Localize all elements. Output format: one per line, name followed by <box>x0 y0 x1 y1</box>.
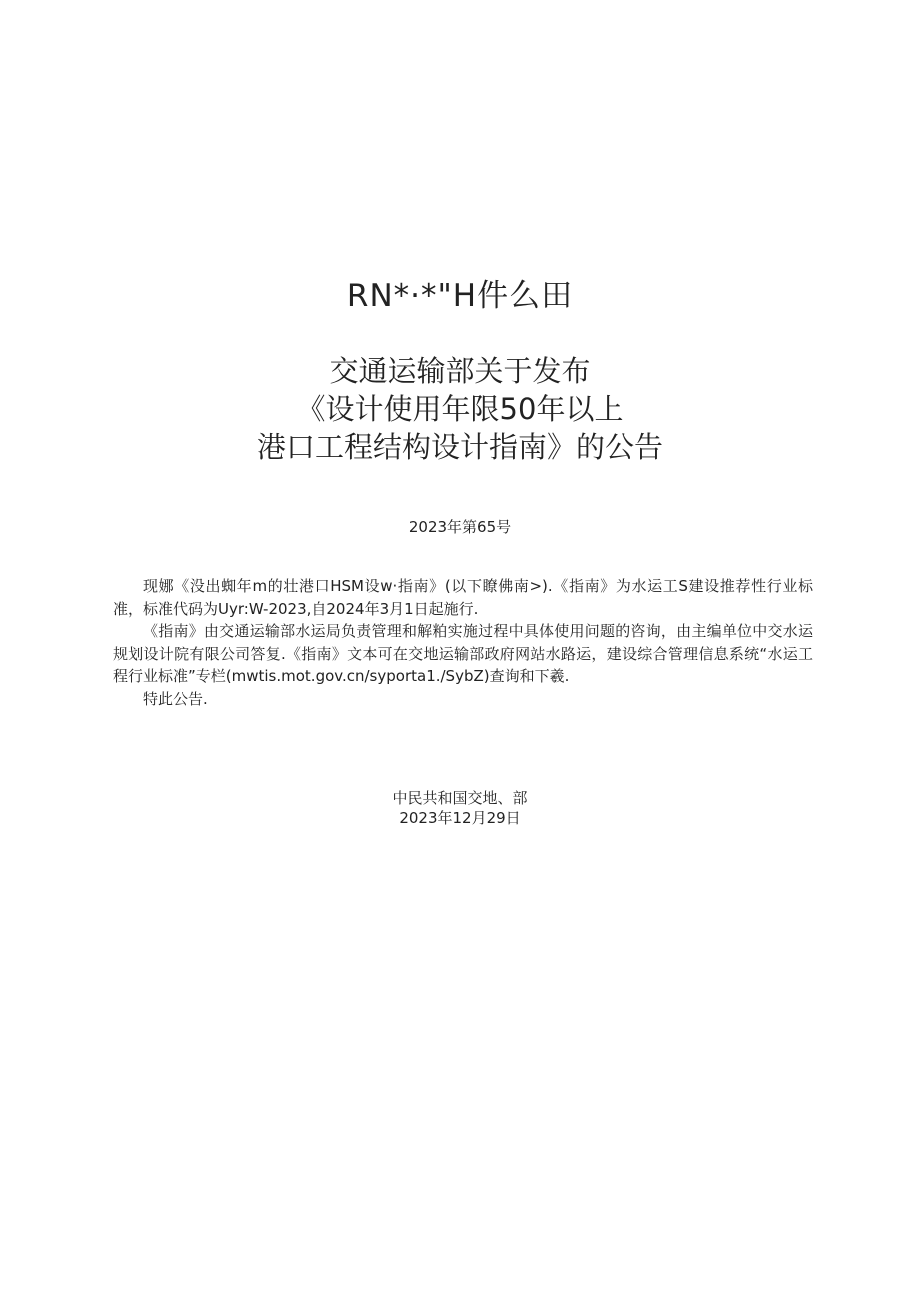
title-line-3: 港口工程结构设计指南》的公告 <box>256 430 663 464</box>
issuer-name: 中民共和国交地、部 <box>392 789 528 807</box>
signature-block <box>0 788 920 828</box>
body-paragraph-2: 《指南》由交通运输部水运局负责管理和解粕实施过程中具体使用问题的咨询，由主编单位中交水运规划设计院有限公司答复.《指南》文本可在交地运输部政府网站水路运，建设综合管理信息系统“水运工程行业标准”专栏(mwtis.mot.gov.cn/syporta1./SybZ)查询和下羲. <box>113 622 813 685</box>
document-number: 2023年第65号 <box>408 518 512 536</box>
announcement-body <box>113 575 813 710</box>
title-line-2: 《设计使用年限50年以上 <box>296 392 624 426</box>
issue-date: 2023年12月29日 <box>399 809 521 827</box>
announcement-title <box>0 352 920 466</box>
body-paragraph-1: 现娜《没出蜘年m的壮港口HSM设w·指南》(以下瞭佛南>).《指南》为水运工S建设推荐性行业标准，标准代码为Uyr:W-2023,自2024年3月1日起施行. <box>113 577 813 618</box>
title-line-1: 交通运输部关于发布 <box>329 354 591 388</box>
header-code: RN*·*"H件么田 <box>346 278 574 314</box>
body-paragraph-3: 特此公告. <box>143 689 208 708</box>
